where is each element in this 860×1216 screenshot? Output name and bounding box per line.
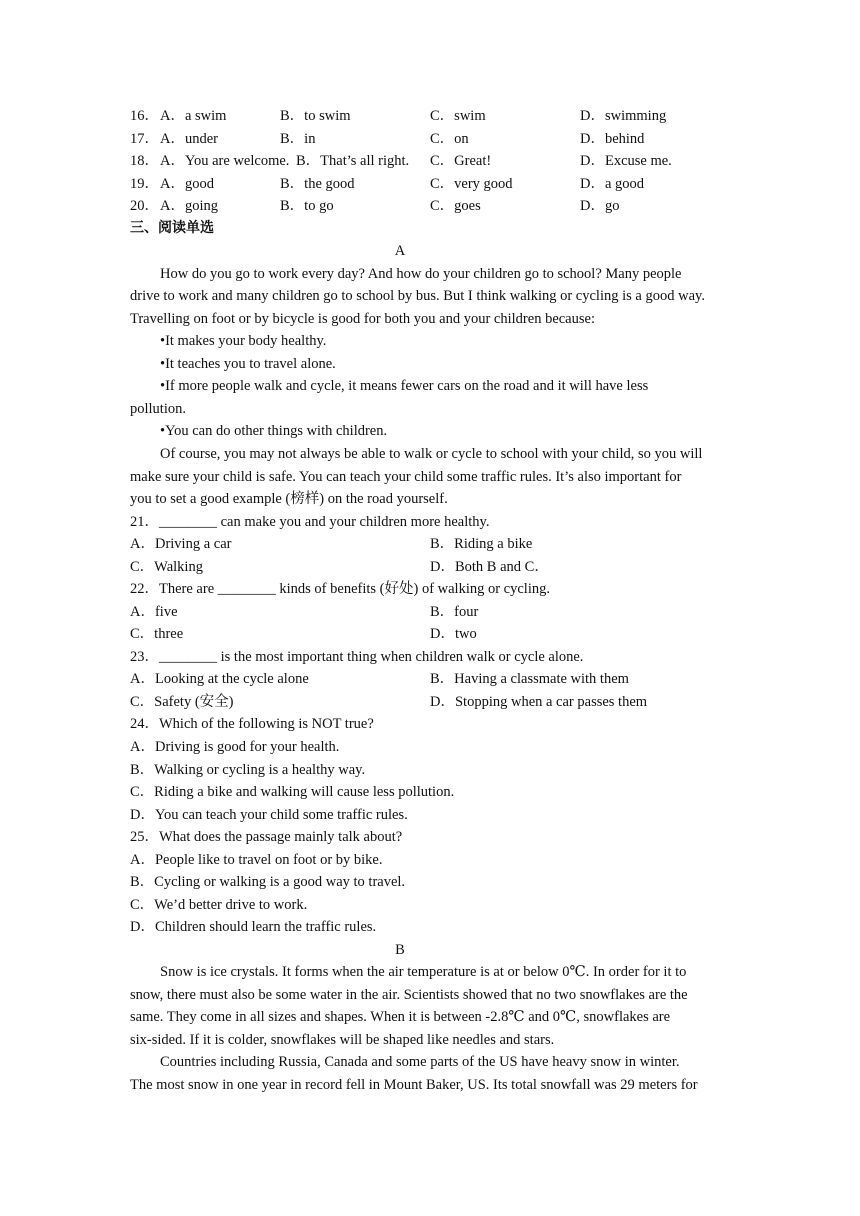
passage-line: •It makes your body healthy. xyxy=(160,333,327,349)
option-b: B．in xyxy=(280,131,316,147)
passage-line: Of course, you may not always be able to walk or cycle to school with your child, so you will xyxy=(160,446,703,462)
passage-line: Countries including Russia, Canada and some parts of the US have heavy snow in winter. xyxy=(160,1054,680,1070)
passage-line: •You can do other things with children. xyxy=(160,423,388,439)
option-a: A．People like to travel on foot or by bike. xyxy=(130,852,383,868)
passage-line: Snow is ice crystals. It forms when the air temperature is at or below 0℃. In order for it to xyxy=(160,964,687,980)
option-d: D．swimming xyxy=(580,108,667,124)
passage-line: Travelling on foot or by bicycle is good for both you and your children because: xyxy=(130,311,595,327)
passage-line: you to set a good example (榜样) on the road yourself. xyxy=(130,491,448,507)
option-d: D．behind xyxy=(580,131,645,147)
option-b: B．That’s all right. xyxy=(296,153,410,169)
option-c: C．three xyxy=(130,626,184,642)
option-a: A．You are welcome. xyxy=(160,153,290,169)
passage-line: How do you go to work every day? And how do your children go to school? Many people xyxy=(160,266,682,282)
option-a: A．five xyxy=(130,604,178,620)
option-d: D．go xyxy=(580,198,620,214)
option-d: D．a good xyxy=(580,176,645,192)
option-c: C．Safety (安全) xyxy=(130,694,234,710)
passage-a-label: A xyxy=(394,243,406,259)
passage-line: make sure your child is safe. You can teach your child some traffic rules. It’s also important for xyxy=(130,469,682,485)
option-d: D．two xyxy=(430,626,477,642)
option-a: A．going xyxy=(160,198,218,214)
option-a: A．a swim xyxy=(160,108,227,124)
option-d: D．Children should learn the traffic rules. xyxy=(130,919,377,935)
section-title: 三、阅读单选 xyxy=(130,220,214,236)
passage-line: The most snow in one year in record fell in Mount Baker, US. Its total snowfall was 29 meters for xyxy=(130,1077,698,1093)
option-number: 20． xyxy=(130,198,159,214)
option-b: B．to swim xyxy=(280,108,351,124)
option-c: C．Walking xyxy=(130,559,203,575)
passage-line: same. They come in all sizes and shapes. When it is between -2.8℃ and 0℃, snowflakes are xyxy=(130,1009,671,1025)
option-d: D．Both B and C． xyxy=(430,559,549,575)
question-stem: 21．________ can make you and your children more healthy. xyxy=(130,514,490,530)
option-d: D．You can teach your child some traffic rules. xyxy=(130,807,408,823)
option-a: A．Driving is good for your health. xyxy=(130,739,340,755)
option-a: A．good xyxy=(160,176,214,192)
passage-line: pollution. xyxy=(130,401,186,417)
option-b: B．Cycling or walking is a good way to travel. xyxy=(130,874,406,890)
passage-line: snow, there must also be some water in the air. Scientists showed that no two snowflakes are the xyxy=(130,987,688,1003)
passage-line: •It teaches you to travel alone. xyxy=(160,356,336,372)
question-stem: 25．What does the passage mainly talk about? xyxy=(130,829,403,845)
question-stem: 22．There are ________ kinds of benefits (好处) of walking or cycling. xyxy=(130,581,550,597)
option-c: C．Great! xyxy=(430,153,492,169)
question-stem: 24．Which of the following is NOT true? xyxy=(130,716,374,732)
option-b: B．to go xyxy=(280,198,334,214)
option-a: A．under xyxy=(160,131,218,147)
passage-line: six-sided. If it is colder, snowflakes will be shaped like needles and stars. xyxy=(130,1032,555,1048)
option-b: B．Having a classmate with them xyxy=(430,671,629,687)
option-c: C．very good xyxy=(430,176,513,192)
option-number: 16． xyxy=(130,108,159,124)
passage-line: •If more people walk and cycle, it means fewer cars on the road and it will have less xyxy=(160,378,649,394)
option-number: 17． xyxy=(130,131,159,147)
question-stem: 23．________ is the most important thing when children walk or cycle alone. xyxy=(130,649,584,665)
option-a: A．Driving a car xyxy=(130,536,232,552)
option-d: D．Stopping when a car passes them xyxy=(430,694,648,710)
option-c: C．We’d better drive to work. xyxy=(130,897,308,913)
passage-b-label: B xyxy=(395,942,405,958)
option-c: C．swim xyxy=(430,108,486,124)
option-a: A．Looking at the cycle alone xyxy=(130,671,309,687)
passage-line: drive to work and many children go to school by bus. But I think walking or cycling is a good way. xyxy=(130,288,705,304)
option-b: B．four xyxy=(430,604,479,620)
option-c: C．Riding a bike and walking will cause less pollution. xyxy=(130,784,455,800)
option-b: B．Riding a bike xyxy=(430,536,533,552)
option-b: B．the good xyxy=(280,176,355,192)
option-c: C．goes xyxy=(430,198,481,214)
option-c: C．on xyxy=(430,131,469,147)
option-number: 19． xyxy=(130,176,159,192)
option-number: 18． xyxy=(130,153,159,169)
option-d: D．Excuse me. xyxy=(580,153,672,169)
option-b: B．Walking or cycling is a healthy way. xyxy=(130,762,366,778)
